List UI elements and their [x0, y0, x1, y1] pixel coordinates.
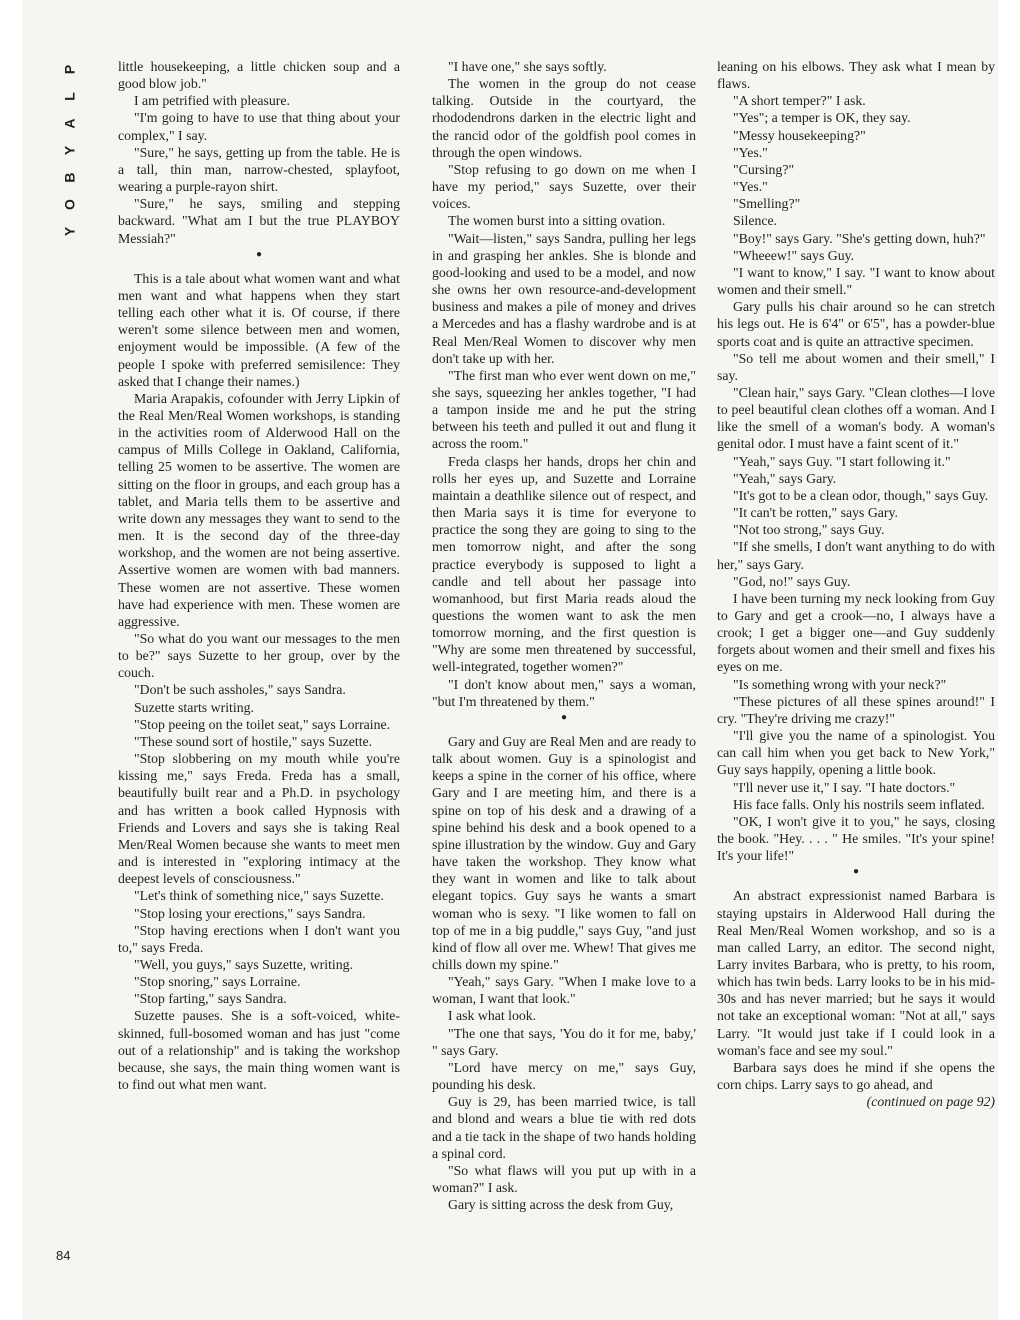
- article-paragraph: Guy is 29, has been married twice, is tall and blond and wears a blue tie with red dots and a tie tack in the shape of two hands holding a spinal cord.: [432, 1094, 696, 1161]
- article-paragraph: "Smelling?": [733, 196, 801, 212]
- article-paragraph: I am petrified with pleasure.: [134, 93, 290, 109]
- article-paragraph: "I have one," she says softly.: [448, 59, 607, 74]
- article-paragraph: "Stop losing your erections," says Sandra.: [134, 905, 366, 921]
- text-column-2: [432, 58, 696, 1213]
- article-paragraph: Barbara says does he mind if she opens the corn chips. Larry says to go ahead, and: [717, 1059, 995, 1093]
- magazine-letter: Y: [61, 145, 78, 156]
- article-paragraph: "So what flaws will you put up with in a woman?" I ask.: [432, 1162, 696, 1195]
- article-paragraph: "Stop refusing to go down on me when I have my period," says Suzette, over their voices.: [432, 161, 696, 212]
- article-paragraph: "God, no!" says Guy.: [733, 573, 851, 589]
- article-paragraph: "Stop snoring," says Lorraine.: [134, 974, 301, 990]
- article-paragraph: "I'll give you the name of a spinologist. You can call him when you get back to New York," Guy says happily, opening a little book.: [717, 728, 995, 778]
- section-break-bullet: ●: [852, 866, 860, 878]
- article-paragraph: "It's got to be a clean odor, though," says Guy.: [733, 487, 989, 503]
- article-paragraph: "I'm going to have to use that thing about your complex," I say.: [118, 110, 400, 143]
- article-paragraph: "I want to know," I say. "I want to know about women and their smell.": [717, 264, 995, 298]
- article-paragraph: Suzette pauses. She is a soft-voiced, white-skinned, full-bosomed woman and has just "come out of a relationship" and is taking the workshop because, she says, the main thing women want is to find out what men want.: [118, 1008, 400, 1093]
- article-paragraph: "Wait—listen," says Sandra, pulling her legs in and grasping her ankles. She is blonde and good-looking and used to be a model, and now she owns her own resource-and-development business and makes a pile of money and drives a Mercedes and has a flashy wardrobe and is at Real Men/Real Women to discover why men don't take up with her.: [432, 230, 696, 366]
- article-paragraph: "The one that says, 'You do it for me, baby,' " says Gary.: [432, 1025, 696, 1058]
- article-paragraph: "It can't be rotten," says Gary.: [733, 505, 898, 521]
- article-paragraph: "I'll never use it," I say. "I hate doctors.": [733, 779, 956, 795]
- article-paragraph: "Boy!" says Gary. "She's getting down, huh?": [733, 230, 986, 246]
- magazine-letter: Y: [61, 226, 78, 237]
- article-paragraph: "Don't be such assholes," says Sandra.: [134, 682, 346, 698]
- article-paragraph: "Let's think of something nice," says Suzette.: [134, 888, 384, 904]
- article-paragraph: Gary pulls his chair around so he can stretch his legs out. He is 6'4" or 6'5", has a powder-blue sports coat and is quite an attractive specimen.: [717, 299, 995, 349]
- page-number: 84: [56, 1248, 71, 1263]
- article-paragraph: "So what do you want our messages to the men to be?" says Suzette to her group, over by the couch.: [118, 631, 400, 681]
- article-paragraph: "Stop having erections when I don't want you to," says Freda.: [118, 922, 400, 955]
- article-paragraph: "Yes"; a temper is OK, they say.: [733, 110, 911, 126]
- article-paragraph: This is a tale about what women want and what men want and what happens when they start telling each other what it is. Of course, if there weren't some silence between men and women, enjoyment would be impossible. (A few of the people I spoke with preferred semisilence: They asked that I change their names.): [118, 270, 400, 389]
- article-paragraph: little housekeeping, a little chicken soup and a good blow job.": [118, 59, 400, 92]
- magazine-letter: B: [61, 172, 78, 183]
- magazine-name-vertical: [60, 56, 80, 245]
- article-paragraph: "Cursing?": [733, 161, 795, 177]
- article-paragraph: Gary and Guy are Real Men and are ready to talk about women. Guy is a spinologist and keeps a spine in the corner of his office, where Gary and I are meeting him, and there is a spine on top of his desk and a drawing of a spine behind his desk and a book opened to a spine illustration by the window. Guy and Gary have taken the workshop. They know what they want in women and like to talk about elegant topics. Guy says he wants a smart woman who is sexy. "I like women to fall on top of me in a big puddle," says Guy, "and just kind of flow all over me. Whew! That gives me chills down my spine.": [432, 733, 696, 972]
- article-paragraph: Suzette starts writing.: [134, 699, 254, 715]
- magazine-letter: O: [61, 199, 78, 210]
- article-paragraph: Silence.: [733, 213, 778, 229]
- article-paragraph: Maria Arapakis, cofounder with Jerry Lipkin of the Real Men/Real Women workshops, is standing in the activities room of Alderwood Hall on the campus of Mills College in Oakland, California, telling 25 women to be assertive. The women are sitting on the floor in groups, and each group has a tablet, and Maria tells them to be assertive and write down any messages they want to send to the men. It is the second day of the three-day workshop, and the women are not being assertive. Assertive women are women with bad manners. These women are not assertive. These women have had experience with men. These women are aggressive.: [118, 390, 400, 629]
- article-paragraph: "Sure," he says, smiling and stepping backward. "What am I but the true PLAYBOY Messiah?": [118, 196, 400, 246]
- article-paragraph: "Well, you guys," says Suzette, writing.: [134, 956, 353, 972]
- magazine-letter: A: [61, 118, 78, 129]
- text-column-1: [118, 58, 400, 1093]
- article-paragraph: I have been turning my neck looking from Guy to Gary and get a crook—no, I always have a crook; I get a bigger one—and Guy suddenly forgets about women and their smell and fixes his eyes on me.: [717, 590, 995, 675]
- article-paragraph: "Not too strong," says Guy.: [733, 522, 885, 538]
- article-paragraph: I ask what look.: [448, 1008, 537, 1024]
- article-paragraph: The women in the group do not cease talking. Outside in the courtyard, the rhododendrons darken in the electric light and the rancid odor of the goldfish pool comes in through the open windows.: [432, 76, 696, 160]
- article-paragraph: "Clean hair," says Gary. "Clean clothes—I love to peel beautiful clean clothes off a woman. And I like the smell of a woman's body. A woman's genital odor. I must have a faint scent of it.": [717, 384, 995, 452]
- magazine-letter: L: [61, 92, 78, 101]
- magazine-letter: P: [61, 64, 78, 75]
- article-paragraph: Gary is sitting across the desk from Guy,: [448, 1197, 674, 1213]
- article-paragraph: "A short temper?" I ask.: [733, 93, 866, 109]
- article-paragraph: "I don't know about men," says a woman, "but I'm threatened by them.": [432, 676, 696, 709]
- article-paragraph: "Yeah," says Gary.: [733, 470, 837, 486]
- article-paragraph: An abstract expressionist named Barbara is staying upstairs in Alderwood Hall during the Real Men/Real Women workshop, and so is a man called Larry, an editor. The second night, Larry invites Barbara, who is pretty, to his room, which has twin beds. Larry looks to be in his mid-30s and has never married; but he says it would not take an exceptional woman: "Not at all," says Larry. "It would just take if I could look in a woman's face and see my soul.": [717, 888, 995, 1058]
- article-paragraph: "OK, I won't give it to you," he says, closing the book. "Hey. . . . " He smiles. "It's your spine! It's your life!": [717, 813, 995, 864]
- article-paragraph: "Is something wrong with your neck?": [733, 676, 947, 692]
- article-paragraph: "So tell me about women and their smell," I say.: [717, 350, 995, 383]
- section-break-bullet: ●: [560, 711, 568, 723]
- article-paragraph: "Stop farting," says Sandra.: [134, 991, 287, 1007]
- article-paragraph: leaning on his elbows. They ask what I mean by flaws.: [717, 59, 995, 92]
- article-paragraph: Freda clasps her hands, drops her chin and rolls her eyes up, and Suzette and Lorraine maintain a deathlike silence out of respect, and then Maria says it is time for everyone to practice the song they are going to sing to the men tomorrow night, and after the song practice everybody is supposed to light a candle and tell about her passage into womanhood, but first Maria reads aloud the questions the women want to ask the men tomorrow morning, and the first question is "Why are some men threatened by successful, well-integrated, together women?": [432, 453, 696, 675]
- magazine-page: [22, 0, 998, 1320]
- article-paragraph: "These pictures of all these spines around!" I cry. "They're driving me crazy!": [717, 693, 995, 726]
- article-paragraph: "Yes.": [733, 144, 768, 160]
- article-paragraph: "If she smells, I don't want anything to do with her," says Gary.: [717, 539, 995, 572]
- article-paragraph: The women burst into a sitting ovation.: [448, 213, 666, 229]
- article-paragraph: "These sound sort of hostile," says Suzette.: [134, 733, 373, 749]
- article-paragraph: "Messy housekeeping?": [733, 127, 866, 143]
- article-paragraph: "Wheeew!" says Guy.: [733, 247, 855, 263]
- article-paragraph: "Lord have mercy on me," says Guy, pounding his desk.: [432, 1059, 696, 1093]
- article-paragraph: "Yes.": [733, 179, 768, 195]
- continued-note: (continued on page 92): [866, 1094, 995, 1110]
- section-break-bullet: ●: [255, 248, 263, 260]
- article-paragraph: "Sure," he says, getting up from the table. He is a tall, thin man, narrow-chested, splayfoot, wearing a purple-rayon shirt.: [118, 144, 400, 195]
- article-paragraph: "Yeah," says Guy. "I start following it.": [733, 453, 951, 469]
- article-paragraph: "The first man who ever went down on me," she says, squeezing her ankles together, "I had a tampon inside me and he put the string between his teeth and pulled it out and flung it across the room.": [432, 367, 696, 452]
- article-paragraph: His face falls. Only his nostrils seem inflated.: [733, 796, 985, 812]
- article-paragraph: "Yeah," says Gary. "When I make love to a woman, I want that look.": [432, 974, 696, 1007]
- article-paragraph: "Stop peeing on the toilet seat," says Lorraine.: [134, 716, 391, 732]
- text-column-3: [717, 58, 995, 1110]
- article-paragraph: "Stop slobbering on my mouth while you're kissing me," says Freda. Freda has a small, beautifully built rear and a Ph.D. in psychology and has written a book called Hypnosis with Friends and Lovers and says she is taking Real Men/Real Women because she wants to meet men and is interested in "exploring intimacy at the deepest levels of consciousness.": [118, 751, 400, 887]
